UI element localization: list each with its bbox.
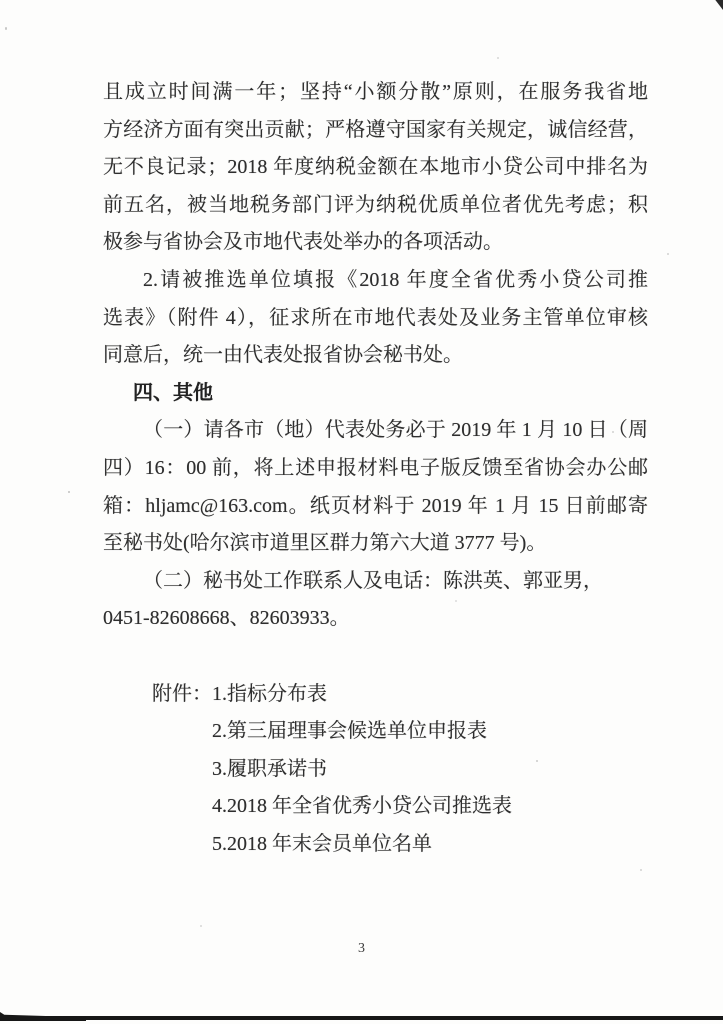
- body-line: 同意后，统一由代表处报省协会秘书处。: [103, 344, 463, 367]
- blank-line: [103, 638, 648, 676]
- body-line: 无不良记录；2018 年度纳税金额在本地市小贷公司中排名为: [103, 156, 648, 179]
- scan-speck: [536, 760, 538, 762]
- page-number: 3: [358, 941, 365, 956]
- attachments-section: [152, 676, 648, 864]
- attachment-item: 2.第三届理事会候选单位申报表: [212, 720, 487, 743]
- attachment-item: 1.指标分布表: [212, 682, 327, 705]
- scan-speck: [640, 869, 642, 871]
- body-line: 2.请被推选单位填报《2018 年度全省优秀小贷公司推: [143, 268, 648, 291]
- body-line: 至秘书处(哈尔滨市道里区群力第六大道 3777 号)。: [103, 532, 547, 555]
- scan-speck: [455, 600, 457, 602]
- scan-speck: [200, 925, 202, 927]
- body-line: 选表》（附件 4），征求所在市地代表处及业务主管单位审核: [103, 306, 648, 329]
- body-line: 四）16：00 前，将上述申报材料电子版反馈至省协会办公邮: [103, 456, 648, 479]
- document-body: [103, 74, 648, 863]
- scan-speck: [612, 431, 614, 433]
- body-line: 前五名，被当地税务部门评为纳税优质单位者优先考虑；积: [103, 193, 648, 216]
- body-line: 0451-82608668、82603933。: [103, 607, 350, 630]
- scan-speck: [5, 27, 7, 30]
- scan-speck: [667, 253, 669, 255]
- scan-speck: [68, 491, 70, 493]
- scan-speck: [497, 57, 499, 59]
- body-line: 方经济方面有突出贡献；严格遵守国家有关规定，诚信经营，: [103, 118, 648, 141]
- body-line: 极参与省协会及市地代表处举办的各项活动。: [103, 231, 503, 254]
- attachment-item: 3.履职承诺书: [212, 757, 327, 780]
- attachment-item: 4.2018 年全省优秀小贷公司推选表: [212, 795, 512, 818]
- attachments-label: 附件：: [152, 682, 212, 705]
- body-line: （一）请各市（地）代表处务必于 2019 年 1 月 10 日（周: [143, 419, 648, 442]
- body-line: 箱：hljamc@163.com。纸页材料于 2019 年 1 月 15 日前邮寄: [103, 494, 648, 517]
- section-heading: 四、其他: [133, 381, 213, 404]
- attachment-line: [152, 676, 648, 714]
- attachment-item: 5.2018 年末会员单位名单: [212, 832, 432, 855]
- corner-scan-mark: [714, 0, 723, 10]
- body-line: （二）秘书处工作联系人及电话：陈洪英、郭亚男，: [143, 569, 603, 592]
- scan-edge-line: [0, 1016, 723, 1020]
- body-line: 且成立时间满一年；坚持“小额分散”原则，在服务我省地: [103, 81, 648, 103]
